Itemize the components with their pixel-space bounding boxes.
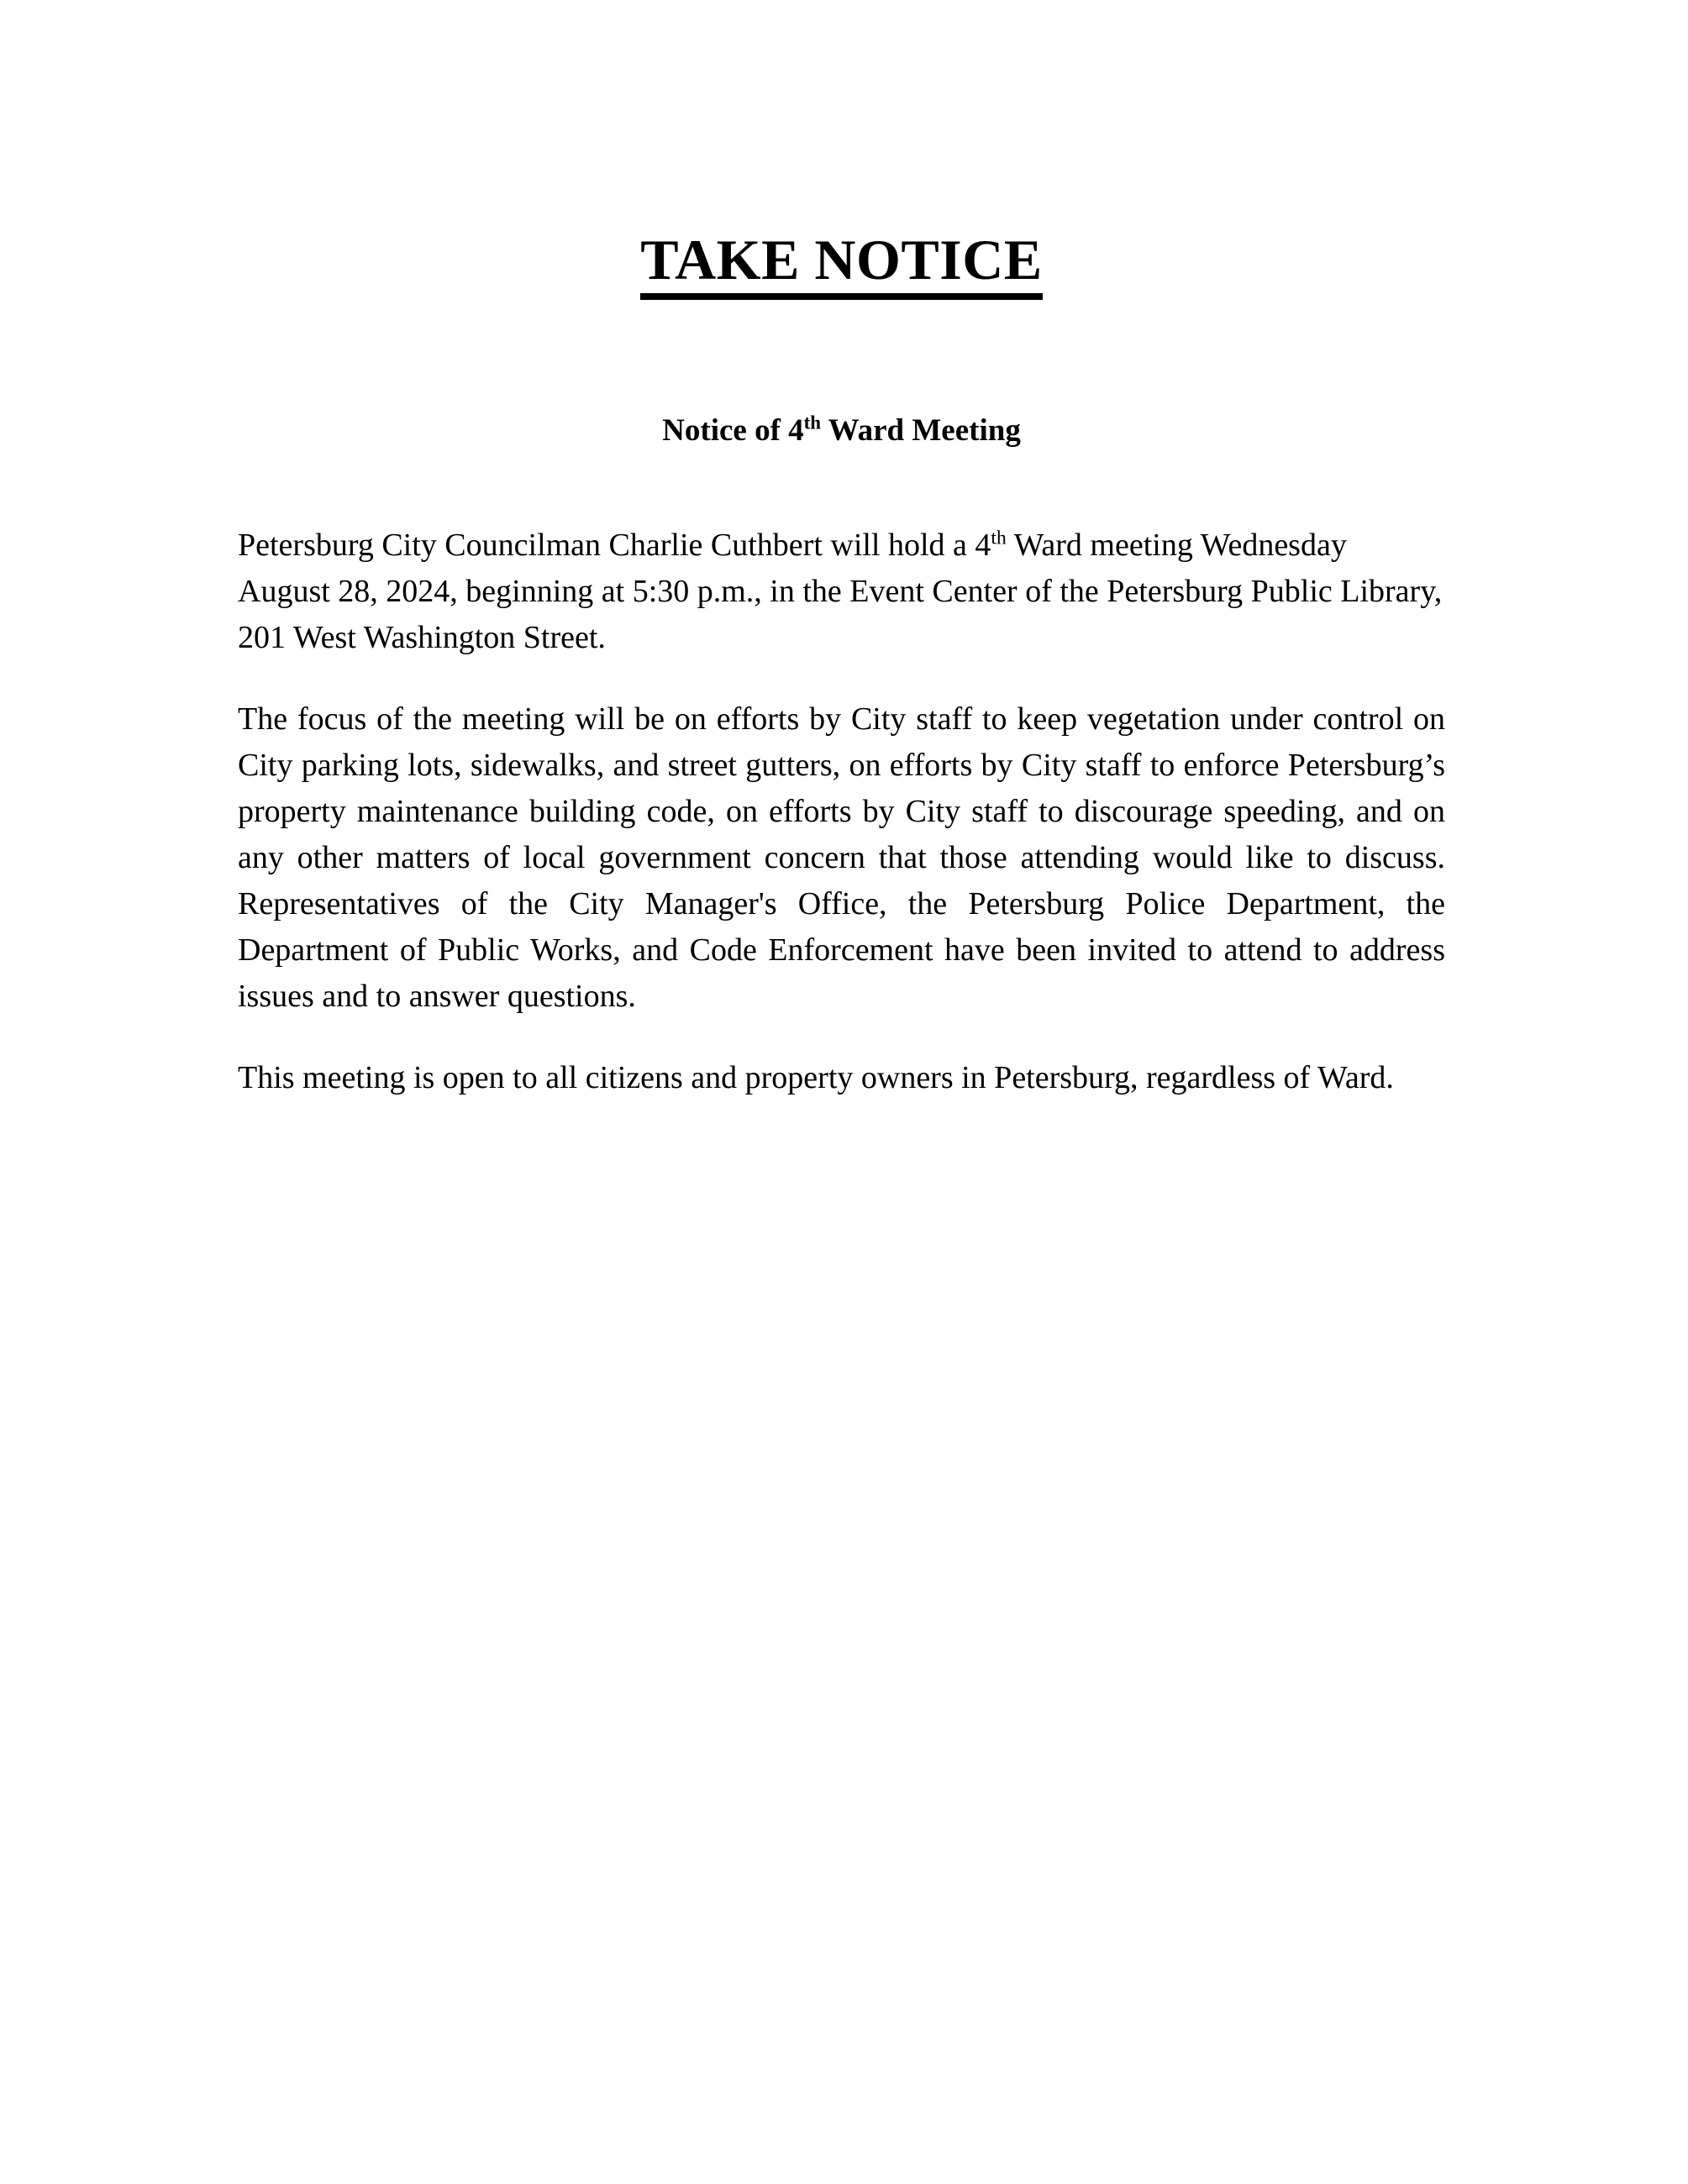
paragraph-1-text-before: Petersburg City Councilman Charlie Cuthbert will hold a 4 bbox=[238, 528, 991, 564]
page-title bbox=[640, 227, 1043, 300]
document-subtitle-container bbox=[238, 338, 1445, 475]
paragraph-open-invitation: This meeting is open to all citizens and property owners in Petersburg, regardless of Ward. bbox=[238, 1060, 1394, 1096]
document-body bbox=[238, 475, 1445, 1101]
page-title-text: TAKE NOTICE bbox=[640, 227, 1043, 291]
document-content bbox=[238, 0, 1445, 1101]
paragraph-meeting-focus: The focus of the meeting will be on efforts by City staff to keep vegetation under control on City parking lots, sidewalks, and street gutters, on efforts by City staff to enforce Petersburg’s property maintenance building code, on efforts by City staff to discourage speeding, and on any other matters of local government concern that those attending would like to discuss. Representatives of the City Manager's Office, the Petersburg Police Department, the Department of Public Works, and Code Enforcement have been invited to attend to address issues and to answer questions. bbox=[238, 701, 1445, 1015]
paragraph-1-ordinal-suffix: th bbox=[991, 527, 1007, 549]
subtitle-text-before: Notice of 4 bbox=[662, 413, 804, 449]
subtitle-text-after: Ward Meeting bbox=[821, 413, 1021, 449]
document-title-container bbox=[238, 0, 1445, 338]
subtitle-ordinal-suffix: th bbox=[803, 412, 822, 433]
paragraph-meeting-details bbox=[238, 522, 1445, 661]
page-subtitle bbox=[662, 412, 1021, 449]
paragraph-1-text-after: Ward meeting Wednesday August 28, 2024, beginning at 5:30 p.m., in the Event Center of the Petersburg Public Library, 201 West Washington Street. bbox=[238, 528, 1443, 656]
title-underline-rule bbox=[640, 293, 1042, 300]
